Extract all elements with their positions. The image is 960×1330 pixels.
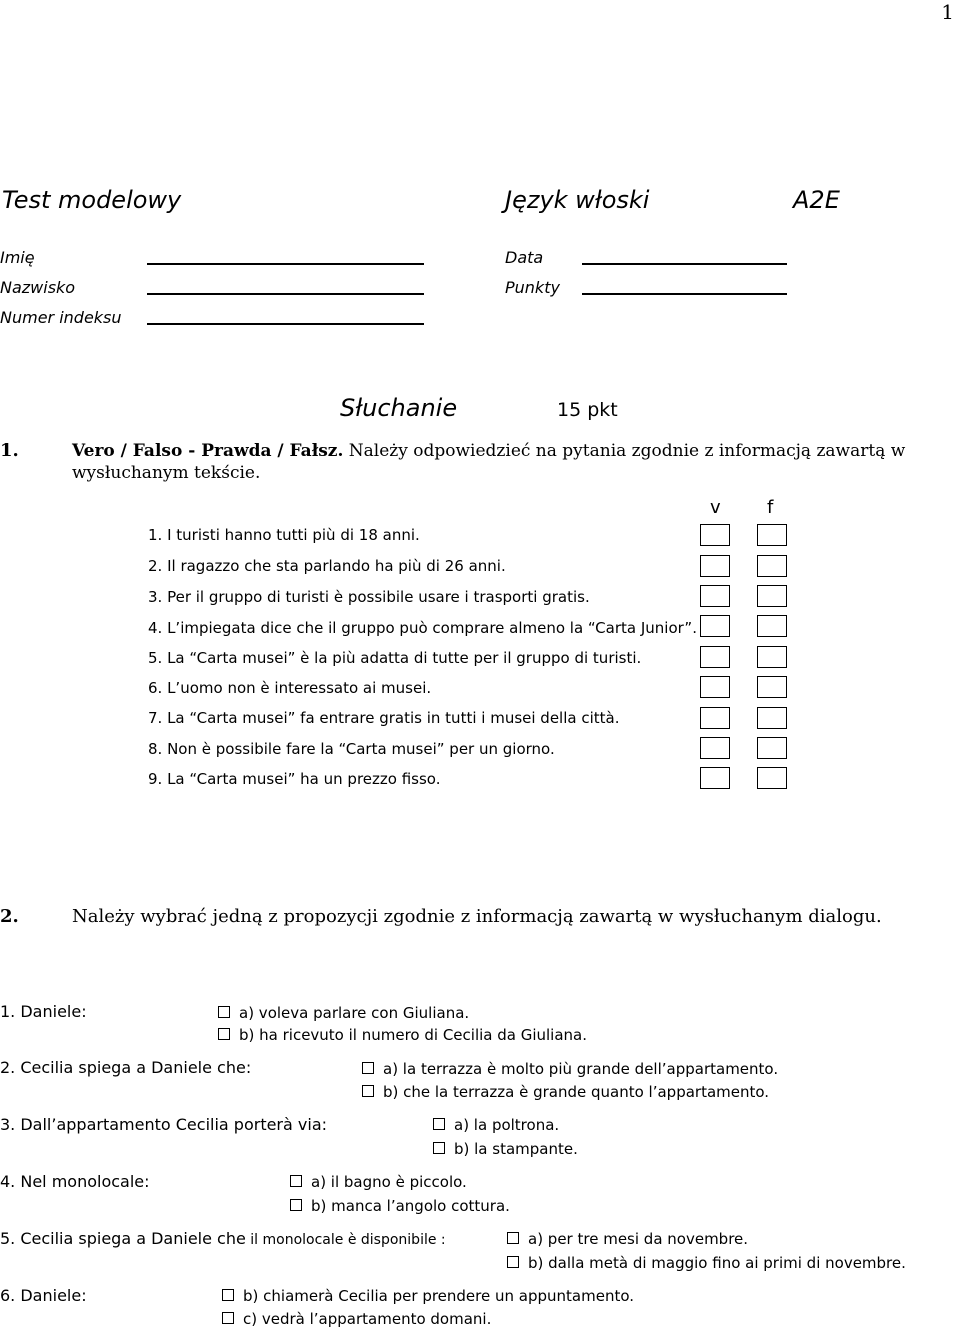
checkbox-icon[interactable] bbox=[433, 1118, 445, 1130]
answer-box-6-v[interactable] bbox=[700, 676, 730, 698]
answer-box-6-f[interactable] bbox=[757, 676, 787, 698]
numer-indeksu-field-line[interactable] bbox=[147, 323, 424, 325]
q2-prompt-5 bbox=[0, 1229, 446, 1248]
q1-instruction-line1 bbox=[72, 441, 905, 461]
answer-box-1-v[interactable] bbox=[700, 524, 730, 546]
checkbox-icon[interactable] bbox=[218, 1006, 230, 1018]
q2-prompt-6: 6. Daniele: bbox=[0, 1286, 87, 1305]
q2-prompt-4: 4. Nel monolocale: bbox=[0, 1172, 150, 1191]
q1-true-false-label: Vero / Falso - Prawda / Fałsz. bbox=[72, 441, 344, 461]
numer-indeksu-label: Numer indeksu bbox=[0, 308, 122, 327]
section-points: 15 pkt bbox=[557, 399, 618, 421]
q2-option-6c-label: c) vedrà l’appartamento domani. bbox=[243, 1310, 492, 1328]
q2-option-6c[interactable] bbox=[222, 1310, 491, 1328]
answer-box-8-v[interactable] bbox=[700, 737, 730, 759]
q2-option-1a-label: a) voleva parlare con Giuliana. bbox=[239, 1004, 470, 1022]
data-field-line[interactable] bbox=[582, 263, 787, 265]
punkty-field-line[interactable] bbox=[582, 293, 787, 295]
page-number: 1 bbox=[941, 0, 954, 24]
answer-box-5-f[interactable] bbox=[757, 646, 787, 668]
nazwisko-label: Nazwisko bbox=[0, 278, 76, 297]
q2-option-2a-label: a) la terrazza è molto più grande dell’appartamento. bbox=[383, 1060, 779, 1078]
q1-statement-1: 1. I turisti hanno tutti più di 18 anni. bbox=[148, 526, 420, 544]
q1-statement-9: 9. La “Carta musei” ha un prezzo fisso. bbox=[148, 770, 441, 788]
checkbox-icon[interactable] bbox=[218, 1028, 230, 1040]
answer-box-3-v[interactable] bbox=[700, 585, 730, 607]
answer-box-5-v[interactable] bbox=[700, 646, 730, 668]
q2-option-5a[interactable] bbox=[507, 1230, 748, 1248]
q2-prompt-5-main: 5. Cecilia spiega a Daniele che bbox=[0, 1229, 246, 1248]
q1-statement-7: 7. La “Carta musei” fa entrare gratis in tutti i musei della città. bbox=[148, 709, 620, 727]
checkbox-icon[interactable] bbox=[290, 1199, 302, 1211]
q1-statement-2: 2. Il ragazzo che sta parlando ha più di 26 anni. bbox=[148, 557, 506, 575]
q2-option-2b-label: b) che la terrazza è grande quanto l’appartamento. bbox=[383, 1083, 770, 1101]
nazwisko-field-line[interactable] bbox=[147, 293, 424, 295]
checkbox-icon[interactable] bbox=[362, 1085, 374, 1097]
q2-option-3a[interactable] bbox=[433, 1116, 559, 1134]
punkty-label: Punkty bbox=[505, 278, 560, 297]
answer-box-1-f[interactable] bbox=[757, 524, 787, 546]
q1-statement-6: 6. L’uomo non è interessato ai musei. bbox=[148, 679, 432, 697]
q2-option-1a[interactable] bbox=[218, 1004, 469, 1022]
section-title: Słuchanie bbox=[340, 394, 458, 422]
q2-prompt-5-small: il monolocale è disponibile : bbox=[245, 1232, 446, 1248]
checkbox-icon[interactable] bbox=[222, 1289, 234, 1301]
q2-option-6b-label: b) chiamerà Cecilia per prendere un appuntamento. bbox=[243, 1287, 635, 1305]
q2-prompt-3: 3. Dall’appartamento Cecilia porterà via: bbox=[0, 1115, 328, 1134]
q2-option-4a[interactable] bbox=[290, 1173, 467, 1191]
q2-option-5b[interactable] bbox=[507, 1254, 906, 1272]
q2-prompt-1: 1. Daniele: bbox=[0, 1002, 87, 1021]
answer-box-8-f[interactable] bbox=[757, 737, 787, 759]
level-title: A2E bbox=[793, 186, 840, 214]
imie-label: Imię bbox=[0, 248, 35, 267]
false-column-header: f bbox=[767, 497, 774, 518]
checkbox-icon[interactable] bbox=[290, 1175, 302, 1187]
answer-box-4-f[interactable] bbox=[757, 615, 787, 637]
q2-option-6b[interactable] bbox=[222, 1287, 634, 1305]
true-column-header: v bbox=[710, 497, 721, 518]
q2-option-3a-label: a) la poltrona. bbox=[454, 1116, 560, 1134]
answer-box-7-f[interactable] bbox=[757, 707, 787, 729]
q2-option-1b-label: b) ha ricevuto il numero di Cecilia da Giuliana. bbox=[239, 1026, 588, 1044]
answer-box-4-v[interactable] bbox=[700, 615, 730, 637]
answer-box-3-f[interactable] bbox=[757, 585, 787, 607]
q2-option-1b[interactable] bbox=[218, 1026, 587, 1044]
data-label: Data bbox=[505, 248, 544, 267]
imie-field-line[interactable] bbox=[147, 263, 424, 265]
q2-option-2b[interactable] bbox=[362, 1083, 769, 1101]
checkbox-icon[interactable] bbox=[222, 1312, 234, 1324]
q2-instruction: Należy wybrać jedną z propozycji zgodnie z informacją zawartą w wysłuchanym dialogu. bbox=[72, 906, 882, 927]
q1-statement-8: 8. Non è possibile fare la “Carta musei” per un giorno. bbox=[148, 740, 555, 758]
q2-option-3b-label: b) la stampante. bbox=[454, 1140, 578, 1158]
q2-option-4a-label: a) il bagno è piccolo. bbox=[311, 1173, 467, 1191]
answer-box-9-f[interactable] bbox=[757, 767, 787, 789]
q2-option-2a[interactable] bbox=[362, 1060, 778, 1078]
q2-number: 2. bbox=[0, 906, 19, 927]
q2-option-5b-label: b) dalla metà di maggio fino ai primi di novembre. bbox=[528, 1254, 906, 1272]
answer-box-7-v[interactable] bbox=[700, 707, 730, 729]
answer-box-9-v[interactable] bbox=[700, 767, 730, 789]
q1-number: 1. bbox=[0, 440, 19, 461]
test-title: Test modelowy bbox=[2, 186, 182, 214]
q2-prompt-2: 2. Cecilia spiega a Daniele che: bbox=[0, 1058, 252, 1077]
q1-instruction-line2: wysłuchanym tekście. bbox=[72, 463, 261, 483]
checkbox-icon[interactable] bbox=[507, 1232, 519, 1244]
q2-option-4b[interactable] bbox=[290, 1197, 510, 1215]
language-title: Język włoski bbox=[505, 186, 650, 214]
checkbox-icon[interactable] bbox=[507, 1256, 519, 1268]
checkbox-icon[interactable] bbox=[362, 1062, 374, 1074]
q1-statement-4: 4. L’impiegata dice che il gruppo può comprare almeno la “Carta Junior”. bbox=[148, 619, 697, 637]
q2-option-5a-label: a) per tre mesi da novembre. bbox=[528, 1230, 749, 1248]
q1-statement-5: 5. La “Carta musei” è la più adatta di tutte per il gruppo di turisti. bbox=[148, 649, 642, 667]
answer-box-2-v[interactable] bbox=[700, 555, 730, 577]
q1-statement-3: 3. Per il gruppo di turisti è possibile usare i trasporti gratis. bbox=[148, 588, 590, 606]
q2-option-4b-label: b) manca l’angolo cottura. bbox=[311, 1197, 510, 1215]
answer-box-2-f[interactable] bbox=[757, 555, 787, 577]
q2-option-3b[interactable] bbox=[433, 1140, 578, 1158]
checkbox-icon[interactable] bbox=[433, 1142, 445, 1154]
q1-instruction-text: Należy odpowiedzieć na pytania zgodnie z informacją zawartą w bbox=[343, 441, 906, 461]
